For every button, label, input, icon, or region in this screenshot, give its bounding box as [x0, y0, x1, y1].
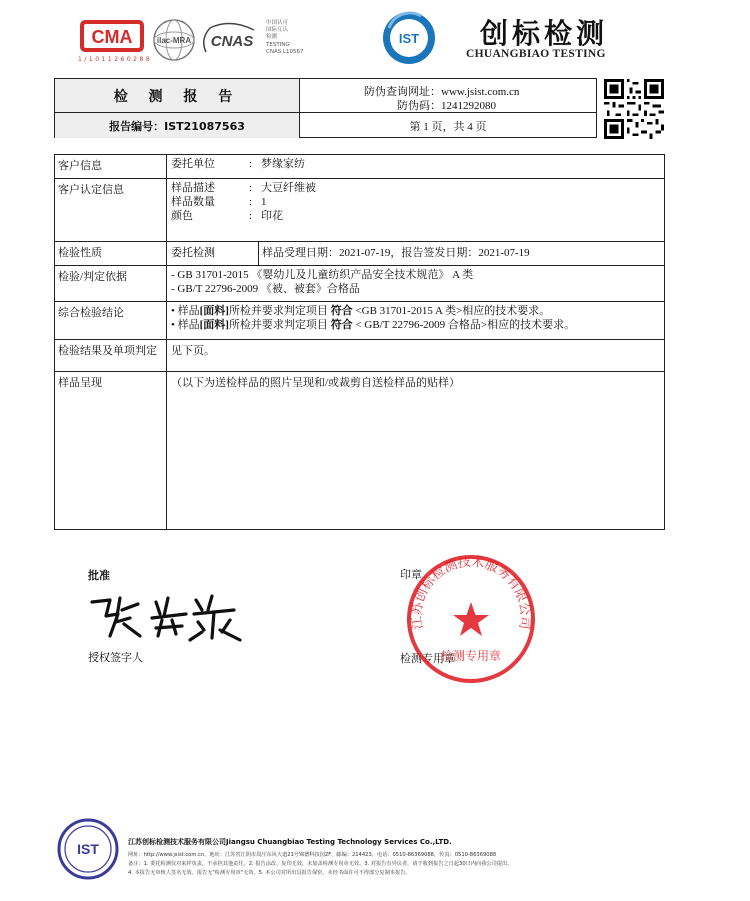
conclusion-pre: • 样品 — [171, 319, 200, 331]
conclusion-pre: • 样品 — [171, 305, 200, 317]
conclusion-mid: 所检并要求判定项目 — [228, 305, 331, 317]
sep: : — [249, 182, 253, 194]
report-table — [54, 154, 665, 530]
cnas-mark-text: CNAS — [210, 33, 254, 50]
row-label: 检验结果及单项判定 — [55, 340, 167, 371]
ilac-mra-logo-icon — [152, 18, 196, 62]
cnas-line: 检测 — [266, 34, 278, 41]
cnas-line: TESTING — [266, 41, 290, 48]
conclusion-item — [171, 318, 660, 332]
footer-note: 备注：1. 委托检测仅对来样负责，不承担其他责任。2. 报告涂改、复印无效，未加盖检测专用章无效。3. 对报告有异议者，请于收到报告之日起30日内向我公司提出。 — [128, 861, 513, 867]
brand-name-en: CHUANGBIAO TESTING — [466, 48, 606, 60]
conclusion-mid: 所检并要求判定项目 — [228, 319, 331, 331]
row-client-confirmed — [55, 179, 664, 242]
row-content — [167, 179, 664, 241]
conclusion-verdict: 符合 — [330, 319, 353, 331]
conclusion-post: <GB 31701-2015 A 类>相应的技术要求。 — [352, 305, 551, 317]
footer-note: 4. 本报告无审核人签名无效。报告无"检测专用章"无效。5. 本公司对所出具报告保密，未经书面许可不得部分复制本报告。 — [128, 870, 411, 876]
authorized-signatory-label: 授权签字人 — [88, 652, 143, 664]
row-basis — [55, 266, 664, 302]
row-label: 检验性质 — [55, 242, 167, 265]
sample-desc-label: 样品描述 — [171, 182, 215, 194]
color-value: 印花 — [261, 210, 283, 222]
row-results — [55, 340, 664, 372]
approve-label: 批准 — [88, 569, 110, 582]
qr-code-icon[interactable] — [604, 79, 664, 139]
row-client-info — [55, 155, 664, 179]
row-nature — [55, 242, 664, 266]
row-label: 样品呈现 — [55, 372, 167, 529]
row-label: 客户认定信息 — [55, 179, 167, 241]
ist-mark-text: IST — [398, 31, 420, 46]
brand-name-cn: 创标检测 — [480, 17, 609, 50]
basis-item: - GB 31701-2015 《婴幼儿及儿童纺织产品安全技术规范》 A 类 — [171, 269, 474, 281]
basis-item: - GB/T 22796-2009 《被、被套》合格品 — [171, 283, 360, 295]
verify-code: 防伪码：1241292080 — [397, 100, 496, 112]
company-seal-icon — [402, 550, 540, 688]
footer-company: 江苏创标检测技术服务有限公司Jiangsu Chuangbiao Testing Technology Services Co.,LTD. — [128, 838, 452, 846]
report-number: 报告编号：IST21087563 — [55, 113, 300, 138]
conclusion-material: [面料] — [199, 305, 229, 317]
cnas-line: CNAS L10567 — [266, 48, 304, 55]
client-value: 梦缘家纺 — [261, 158, 305, 170]
cell-divider — [258, 242, 259, 265]
color-label: 颜色 — [171, 210, 193, 222]
sample-qty-label: 样品数量 — [171, 196, 215, 208]
nature-value: 委托检测 — [171, 247, 215, 259]
row-content: （以下为送检样品的照片呈现和/或裁剪自送检样品的贴样） — [171, 377, 461, 389]
row-conclusion — [55, 302, 664, 340]
seal-label: 印章 — [400, 569, 422, 581]
client-label: 委托单位 — [171, 158, 215, 170]
cma-mark-text: CMA — [91, 27, 133, 47]
sep: : — [249, 196, 253, 208]
row-sample-photo — [55, 372, 664, 529]
footer-address: 网址：http://www.jsist.com.cn，地址：江苏省江阴市周庄东风大道21号锦德科技园2F，邮编：214423，电话：0510-86369088，传真：0510-86369088 — [128, 852, 497, 858]
cma-logo-icon — [78, 18, 146, 54]
conclusion-material: [面料] — [199, 319, 229, 331]
ilac-mark-text: ilac-MRA — [156, 36, 192, 45]
cma-number: 1 / 1 0 1 1 2 6 0 2 8 8 — [78, 56, 150, 63]
page-info: 第 1 页，共 4 页 — [409, 120, 487, 133]
conclusion-verdict: 符合 — [330, 305, 353, 317]
seal-bottom-text: 检测专用章 — [440, 649, 502, 663]
sample-qty-value: 1 — [261, 196, 267, 208]
cnas-logo-icon — [200, 22, 262, 56]
seal-text: 江苏创标检测技术服务有限公司 — [409, 554, 533, 631]
row-label: 综合检验结论 — [55, 302, 167, 339]
sep: : — [249, 210, 253, 222]
row-content: 见下页。 — [171, 345, 215, 357]
signature-icon — [86, 592, 246, 642]
row-label: 检验/判定依据 — [55, 266, 167, 301]
sep: : — [249, 158, 253, 170]
report-info-box — [54, 78, 597, 138]
row-content — [167, 155, 664, 178]
dates-value: 样品受理日期：2021-07-19，报告签发日期：2021-07-19 — [262, 247, 530, 259]
cnas-caption — [266, 20, 304, 56]
cnas-line: 中国认可 — [266, 20, 289, 26]
ist-logo-icon — [381, 10, 437, 66]
verify-url[interactable]: 防伪查询网址：www.jsist.com.cn — [364, 86, 520, 98]
conclusion-item — [171, 304, 660, 318]
row-content — [167, 302, 664, 339]
report-title: 检 测 报 告 — [55, 79, 300, 113]
footer-ist-text: IST — [77, 841, 99, 857]
footer-ist-logo-icon — [56, 817, 120, 881]
row-content — [167, 266, 664, 301]
conclusion-post: < GB/T 22796-2009 合格品>相应的技术要求。 — [352, 319, 576, 331]
seal-label-special: 检测专用章 — [400, 653, 455, 665]
sample-desc-value: 大豆纤维被 — [261, 182, 316, 194]
verify-info — [300, 79, 596, 113]
row-label: 客户信息 — [55, 155, 167, 178]
cnas-line: 国际互认 — [266, 27, 289, 34]
